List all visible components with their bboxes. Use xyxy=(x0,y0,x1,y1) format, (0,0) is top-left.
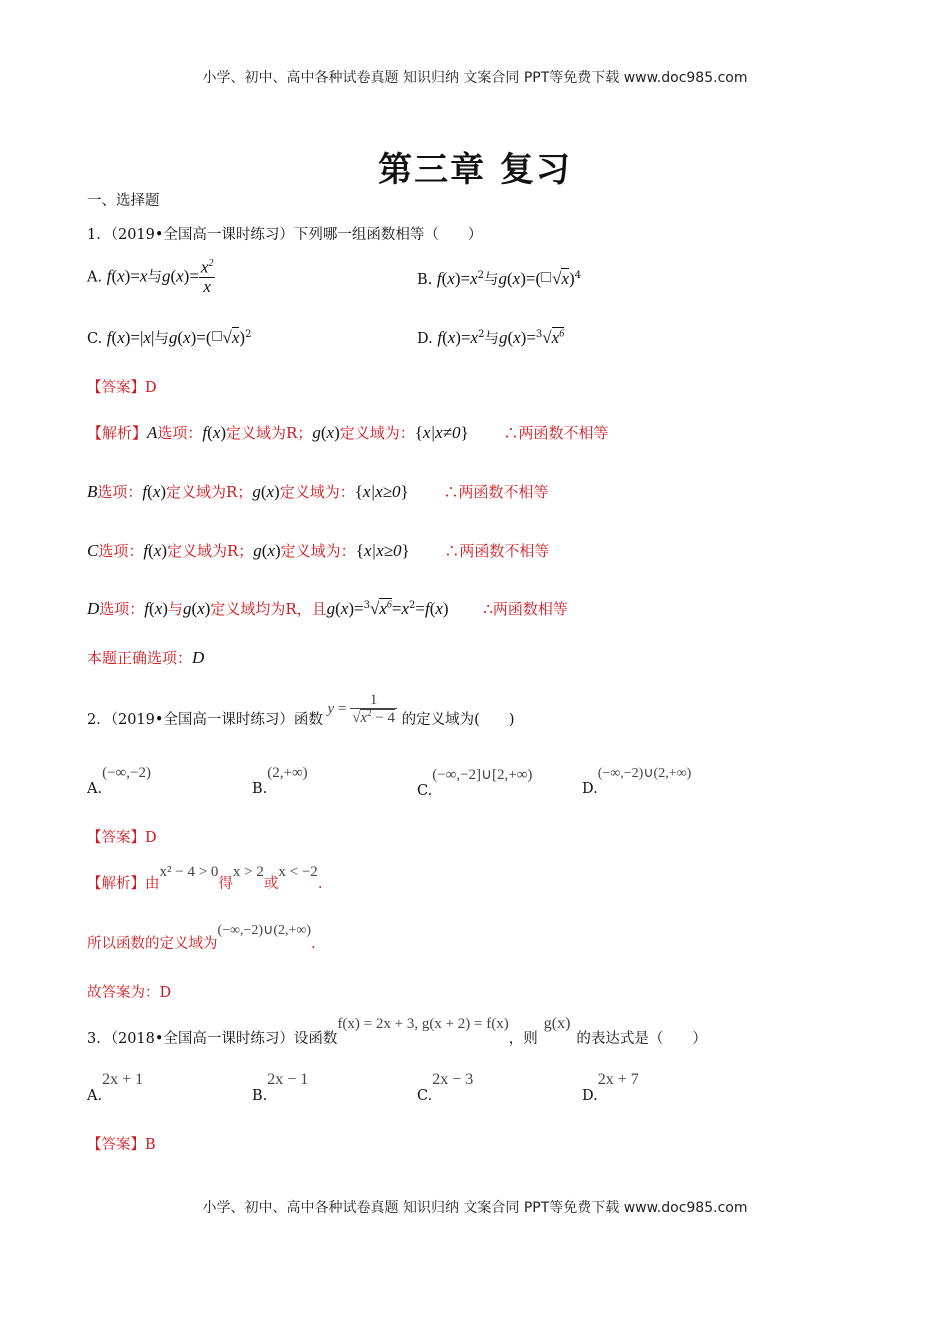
q3-option-a: A.2x + 1 xyxy=(87,1071,144,1104)
page-title: 第三章 复习 xyxy=(378,150,572,190)
q1-analysis-c: C选项：f(x)定义域为R；g(x)定义域为：{x|x≥0} ∴两函数不相等 xyxy=(87,541,550,560)
q3-option-d: D.2x + 7 xyxy=(582,1071,639,1104)
q2-option-c: C.(−∞,−2]∪[2,+∞) xyxy=(417,767,533,799)
q2-option-a: A.(−∞,−2) xyxy=(87,765,151,797)
q2-answer: 【答案】D xyxy=(87,830,157,846)
q1-a-yu: 与 xyxy=(147,269,162,286)
q1-conclusion: 本题正确选项：D xyxy=(87,648,205,667)
q2-analysis-2: 所以函数的定义域为(−∞,−2)∪(2,+∞). xyxy=(87,923,316,952)
q1-stem: 1．（2019•全国高一课时练习）下列哪一组函数相等（ ） xyxy=(87,227,483,243)
q1-option-a: A. f(x)=x与g(x)= $\frac{x^2}{x}$ xyxy=(87,257,214,297)
q1-c-label: C. xyxy=(87,331,103,347)
q2-stem: 2．（2019•全国高一课时练习）函数 y = $\frac{1}{√x^2 - 4}$ 的定义域为( ) xyxy=(87,691,515,728)
q1-analysis-a: 【解析】A选项：f(x)定义域为R；g(x)定义域为：{x|x≠0} ∴两函数不相等 xyxy=(87,423,609,442)
q2-option-d: D.(−∞,−2)∪(2,+∞) xyxy=(582,766,692,797)
q1-d-yu: 与 xyxy=(484,331,499,347)
q1-answer: 【答案】D xyxy=(87,380,157,396)
q1-c-yu: 与 xyxy=(154,331,169,347)
q2-final: 故答案为：D xyxy=(87,985,172,1001)
q3-option-c: C.2x − 3 xyxy=(417,1071,474,1104)
q3-option-b: B.2x − 1 xyxy=(252,1071,309,1104)
q1-option-c: C. f(x)=|x|与g(x)=( √x)$^2$ xyxy=(87,328,252,347)
header-banner: 小学、初中、高中各种试卷真题 知识归纳 文案合同 PPT等免费下载 www.doc985.com xyxy=(202,70,748,86)
q1-a-label: A. xyxy=(87,269,103,286)
q2-analysis: 【解析】由x² − 4 > 0得x > 2或x < −2. xyxy=(87,864,323,892)
q1-b-label: B. xyxy=(417,272,433,288)
footer-banner: 小学、初中、高中各种试卷真题 知识归纳 文案合同 PPT等免费下载 www.doc985.com xyxy=(202,1200,748,1216)
q1-answer-value: D xyxy=(145,380,157,396)
q1-b-yu: 与 xyxy=(484,272,499,288)
q1-option-b: B. $f(x)=x^2$与g(x)=( √x)$^4$ xyxy=(417,269,582,288)
q3-stem: 3．（2018•全国高一课时练习）设函数f(x) = 2x + 3, g(x + 2) = f(x)，则g(x)的表达式是（ ） xyxy=(87,1015,707,1047)
q3-answer: 【答案】B xyxy=(87,1137,156,1153)
q1-analysis-d: D选项：f(x)与g(x)定义域均为R，且$g(x)=^3√x^6=x^2=f(x)$ ∴两函数相等 xyxy=(87,599,568,618)
section-heading: 一、选择题 xyxy=(87,193,160,209)
q1-option-d: D. $f(x)=x^2$与$g(x)=^3√x^6$ xyxy=(417,328,565,347)
q2-option-b: B.(2,+∞) xyxy=(252,765,308,797)
q1-d-label: D. xyxy=(417,331,433,347)
q1-analysis-b: B选项：f(x)定义域为R；g(x)定义域为：{x|x≥0} ∴两函数不相等 xyxy=(87,482,549,501)
